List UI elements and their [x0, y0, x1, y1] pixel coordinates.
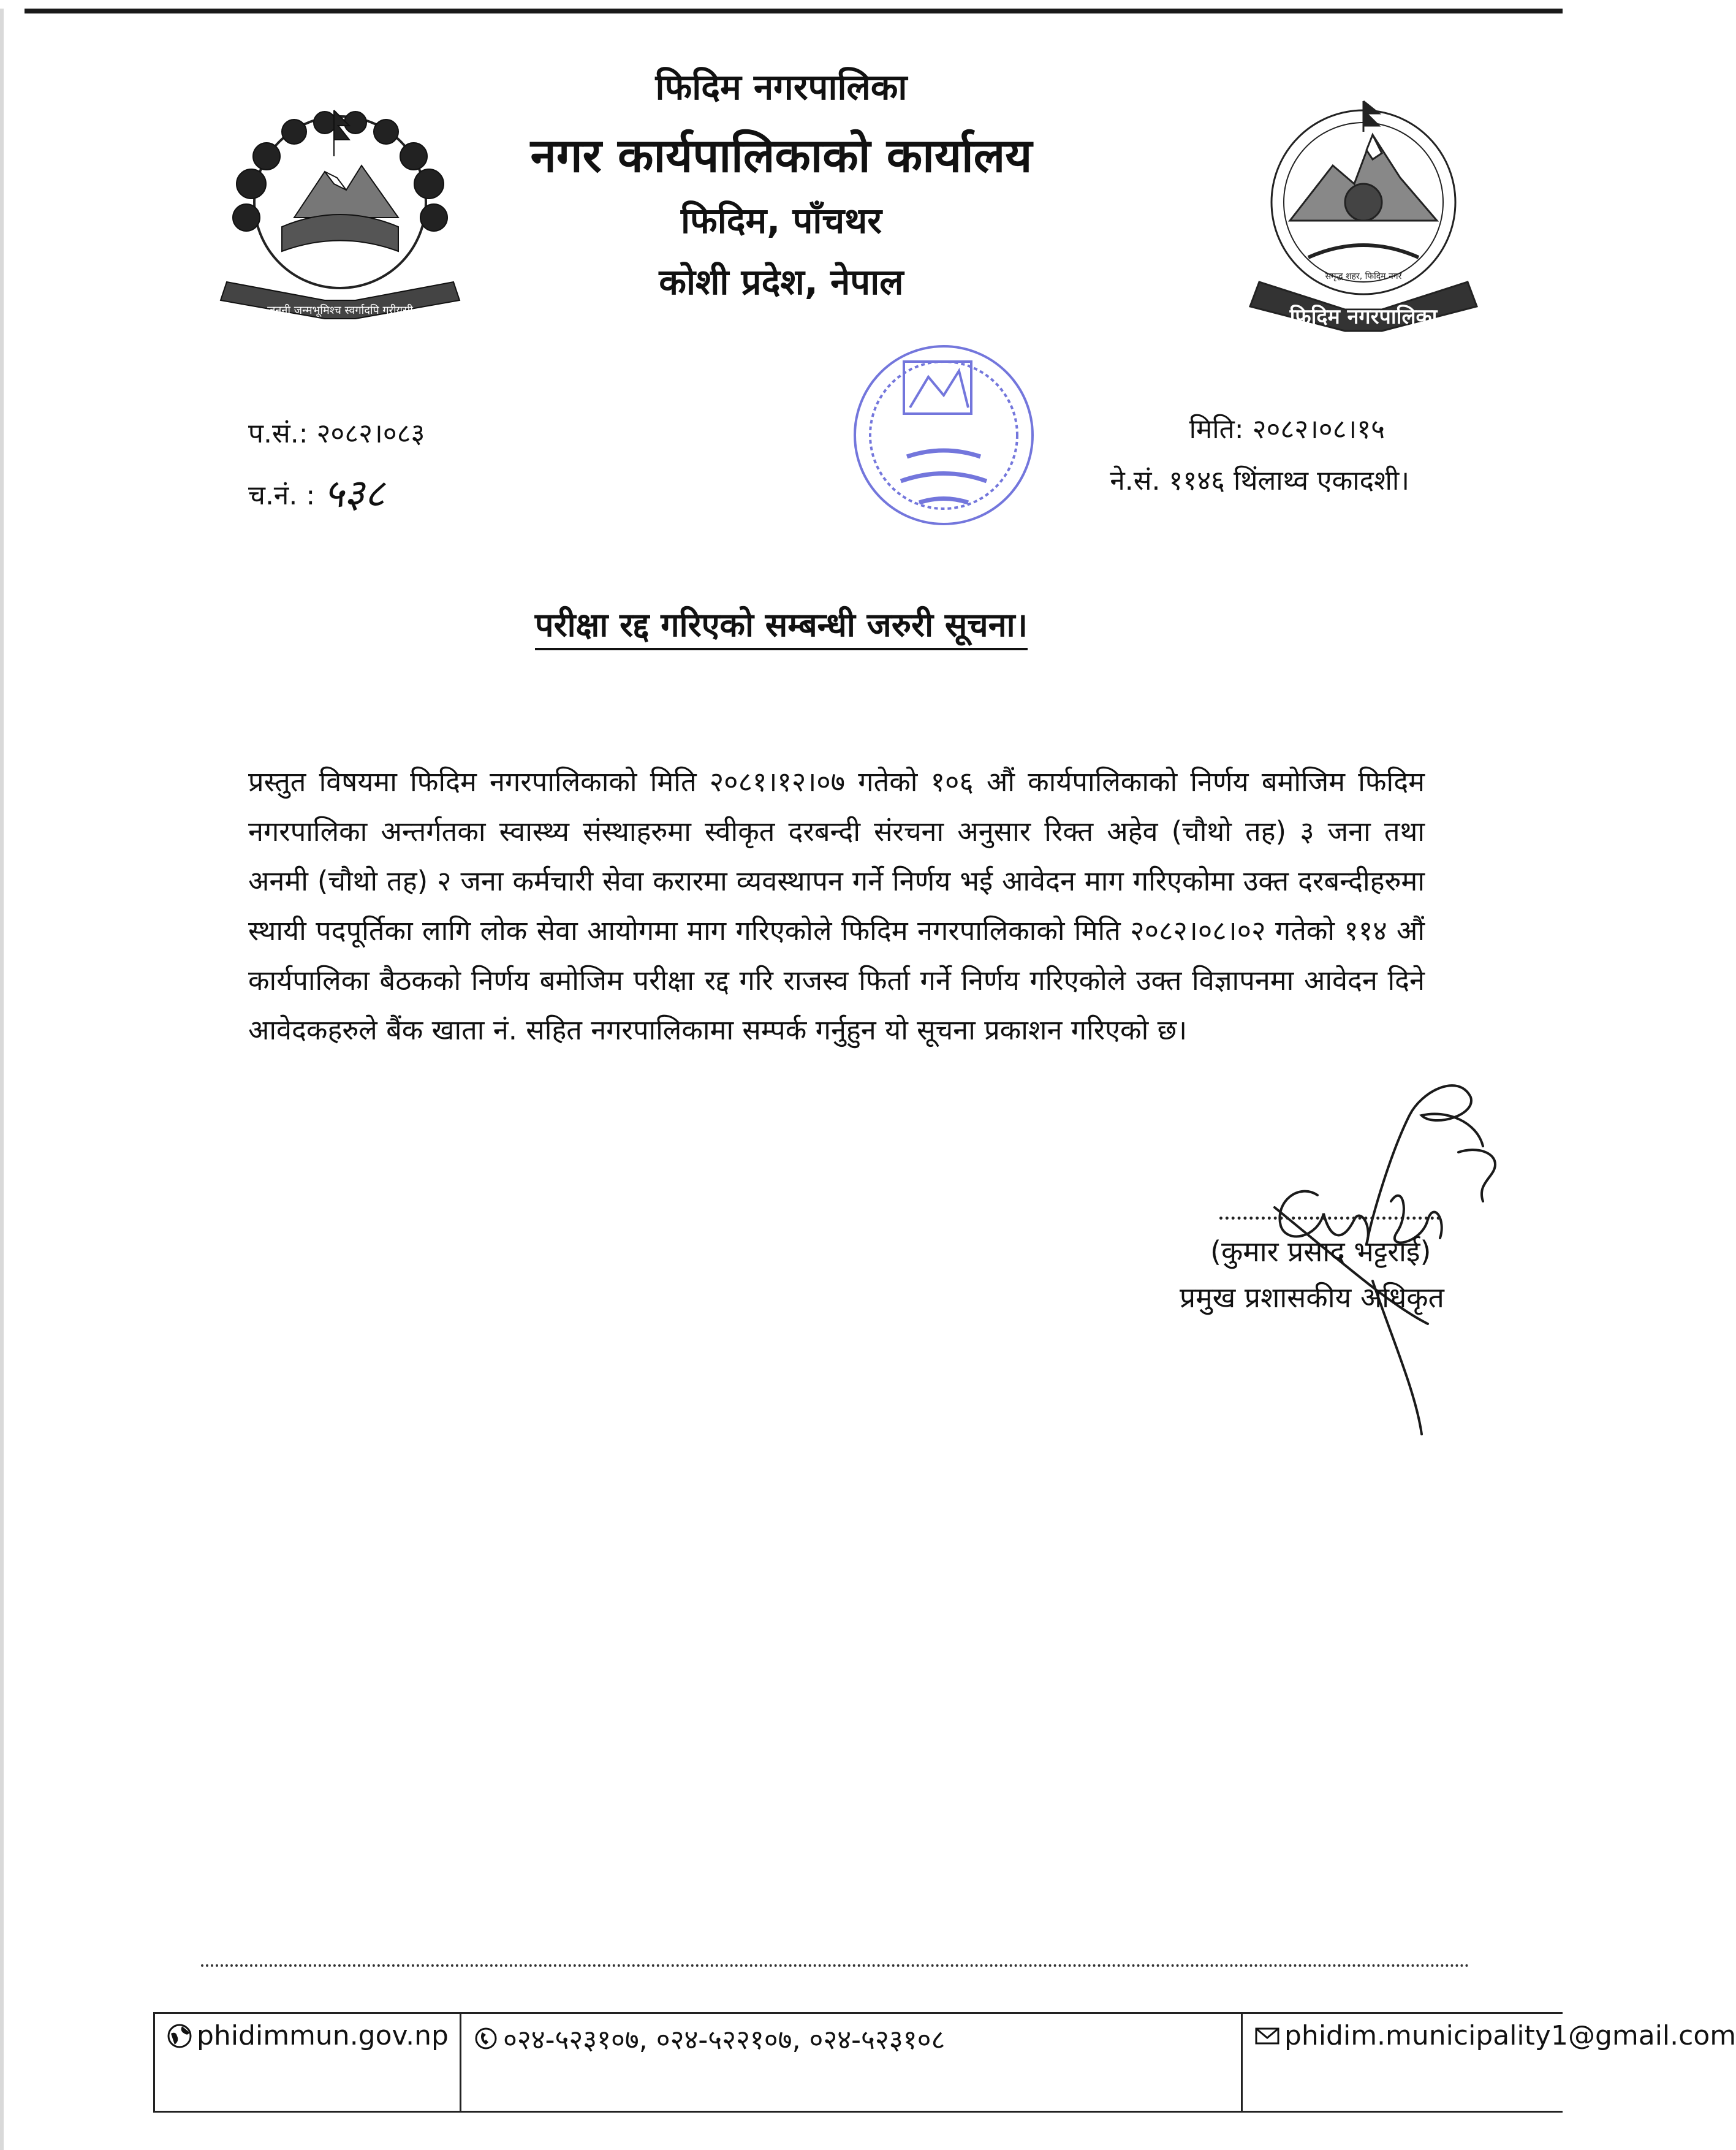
footer-divider: [201, 1964, 1469, 1967]
website-link[interactable]: phidimmun.gov.np: [197, 2020, 449, 2051]
issue-date-value: २०८२।०८।१५: [1252, 414, 1385, 445]
reference-number-label: प.सं.:: [248, 418, 308, 449]
reference-number-value: २०८२।०८३: [316, 418, 425, 449]
phone-numbers: ०२४-५२३१०७, ०२४-५२२१०७, ०२४-५२३१०८: [503, 2024, 946, 2056]
reference-number: [248, 414, 425, 450]
phone-icon: [472, 2025, 499, 2052]
signature-line: [1219, 1217, 1440, 1220]
signatory-name: (कुमार प्रसाद भट्टराई): [1210, 1235, 1431, 1268]
globe-icon: [166, 2023, 193, 2049]
dispatch-number-label: च.नं. :: [248, 480, 316, 511]
scan-border-left: [0, 9, 4, 2150]
dispatch-number: [248, 463, 385, 516]
signatory-title: प्रमुख प्रशासकीय अधिकृत: [1180, 1281, 1444, 1314]
logo-motto: समृद्ध शहर, फिदिम नगर: [1325, 272, 1402, 281]
notice-body: प्रस्तुत विषयमा फिदिम नगरपालिकाको मिति २०८१।१२।०७ गतेको १०६ औं कार्यपालिकाको निर्णय बमोजिम फिदिम नगरपालिका अन्तर्गतका स्वास्थ्य संस्थाहरुमा स्वीकृत दरबन्दी संरचना अनुसार रिक्त अहेव (चौथो तह) ३ जना तथा अनमी (चौथो तह) २ जना कर्मचारी सेवा करारमा व्यवस्थापन गर्ने निर्णय भई आवेदन माग गरिएकोमा उक्त दरबन्दीहरुमा स्थायी पदपूर्तिका लागि लोक सेवा आयोगमा माग गरिएकोले फिदिम नगरपालिकाको मिति २०८२।०८।०२ गतेको ११४ औं कार्यपालिका बैठकको निर्णय बमोजिम परीक्षा रद्द गरि राजस्व फिर्ता गर्ने निर्णय गरिएकोले उक्त विज्ञापनमा आवेदन दिने आवेदकहरुले बैंक खाता नं. सहित नगरपालिकामा सम्पर्क गर्नुहुन यो सूचना प्रकाशन गरिएको छ।: [248, 765, 1425, 1046]
issue-date: [1189, 409, 1385, 446]
office-location: फिदिम, पाँचथर: [680, 200, 882, 241]
dispatch-number-value: ५३८: [324, 471, 385, 517]
nepal-sambat-date: ने.सं. ११४६ थिंलाथ्व एकादशी।: [1110, 465, 1409, 496]
office-name: नगर कार्यपालिकाको कार्यालय: [530, 128, 1033, 183]
scan-border-top: [25, 9, 1563, 13]
province-country: कोशी प्रदेश, नेपाल: [659, 261, 904, 303]
notice-subject-text: परीक्षा रद्द गरिएको सम्बन्धी जरुरी सूचना।: [535, 606, 1028, 650]
municipality-name: फिदिम नगरपालिका: [655, 66, 908, 108]
footer-phone-cell: [460, 2014, 1243, 2111]
issue-date-label: मिति:: [1189, 414, 1244, 445]
footer-contact-bar: [153, 2012, 1736, 2113]
notice-subject: [0, 601, 1563, 646]
official-stamp: [846, 334, 1042, 536]
envelope-icon: [1254, 2023, 1281, 2049]
logo-banner-text: फिदिम नगरपालिका: [1289, 305, 1438, 329]
email-link[interactable]: phidim.municipality1@gmail.com: [1284, 2020, 1736, 2051]
footer-website-cell: [153, 2014, 461, 2111]
emblem-motto: जननी जन्मभूमिश्च स्वर्गादपि गरीयसी: [267, 304, 413, 317]
footer-email-cell: [1241, 2014, 1736, 2111]
